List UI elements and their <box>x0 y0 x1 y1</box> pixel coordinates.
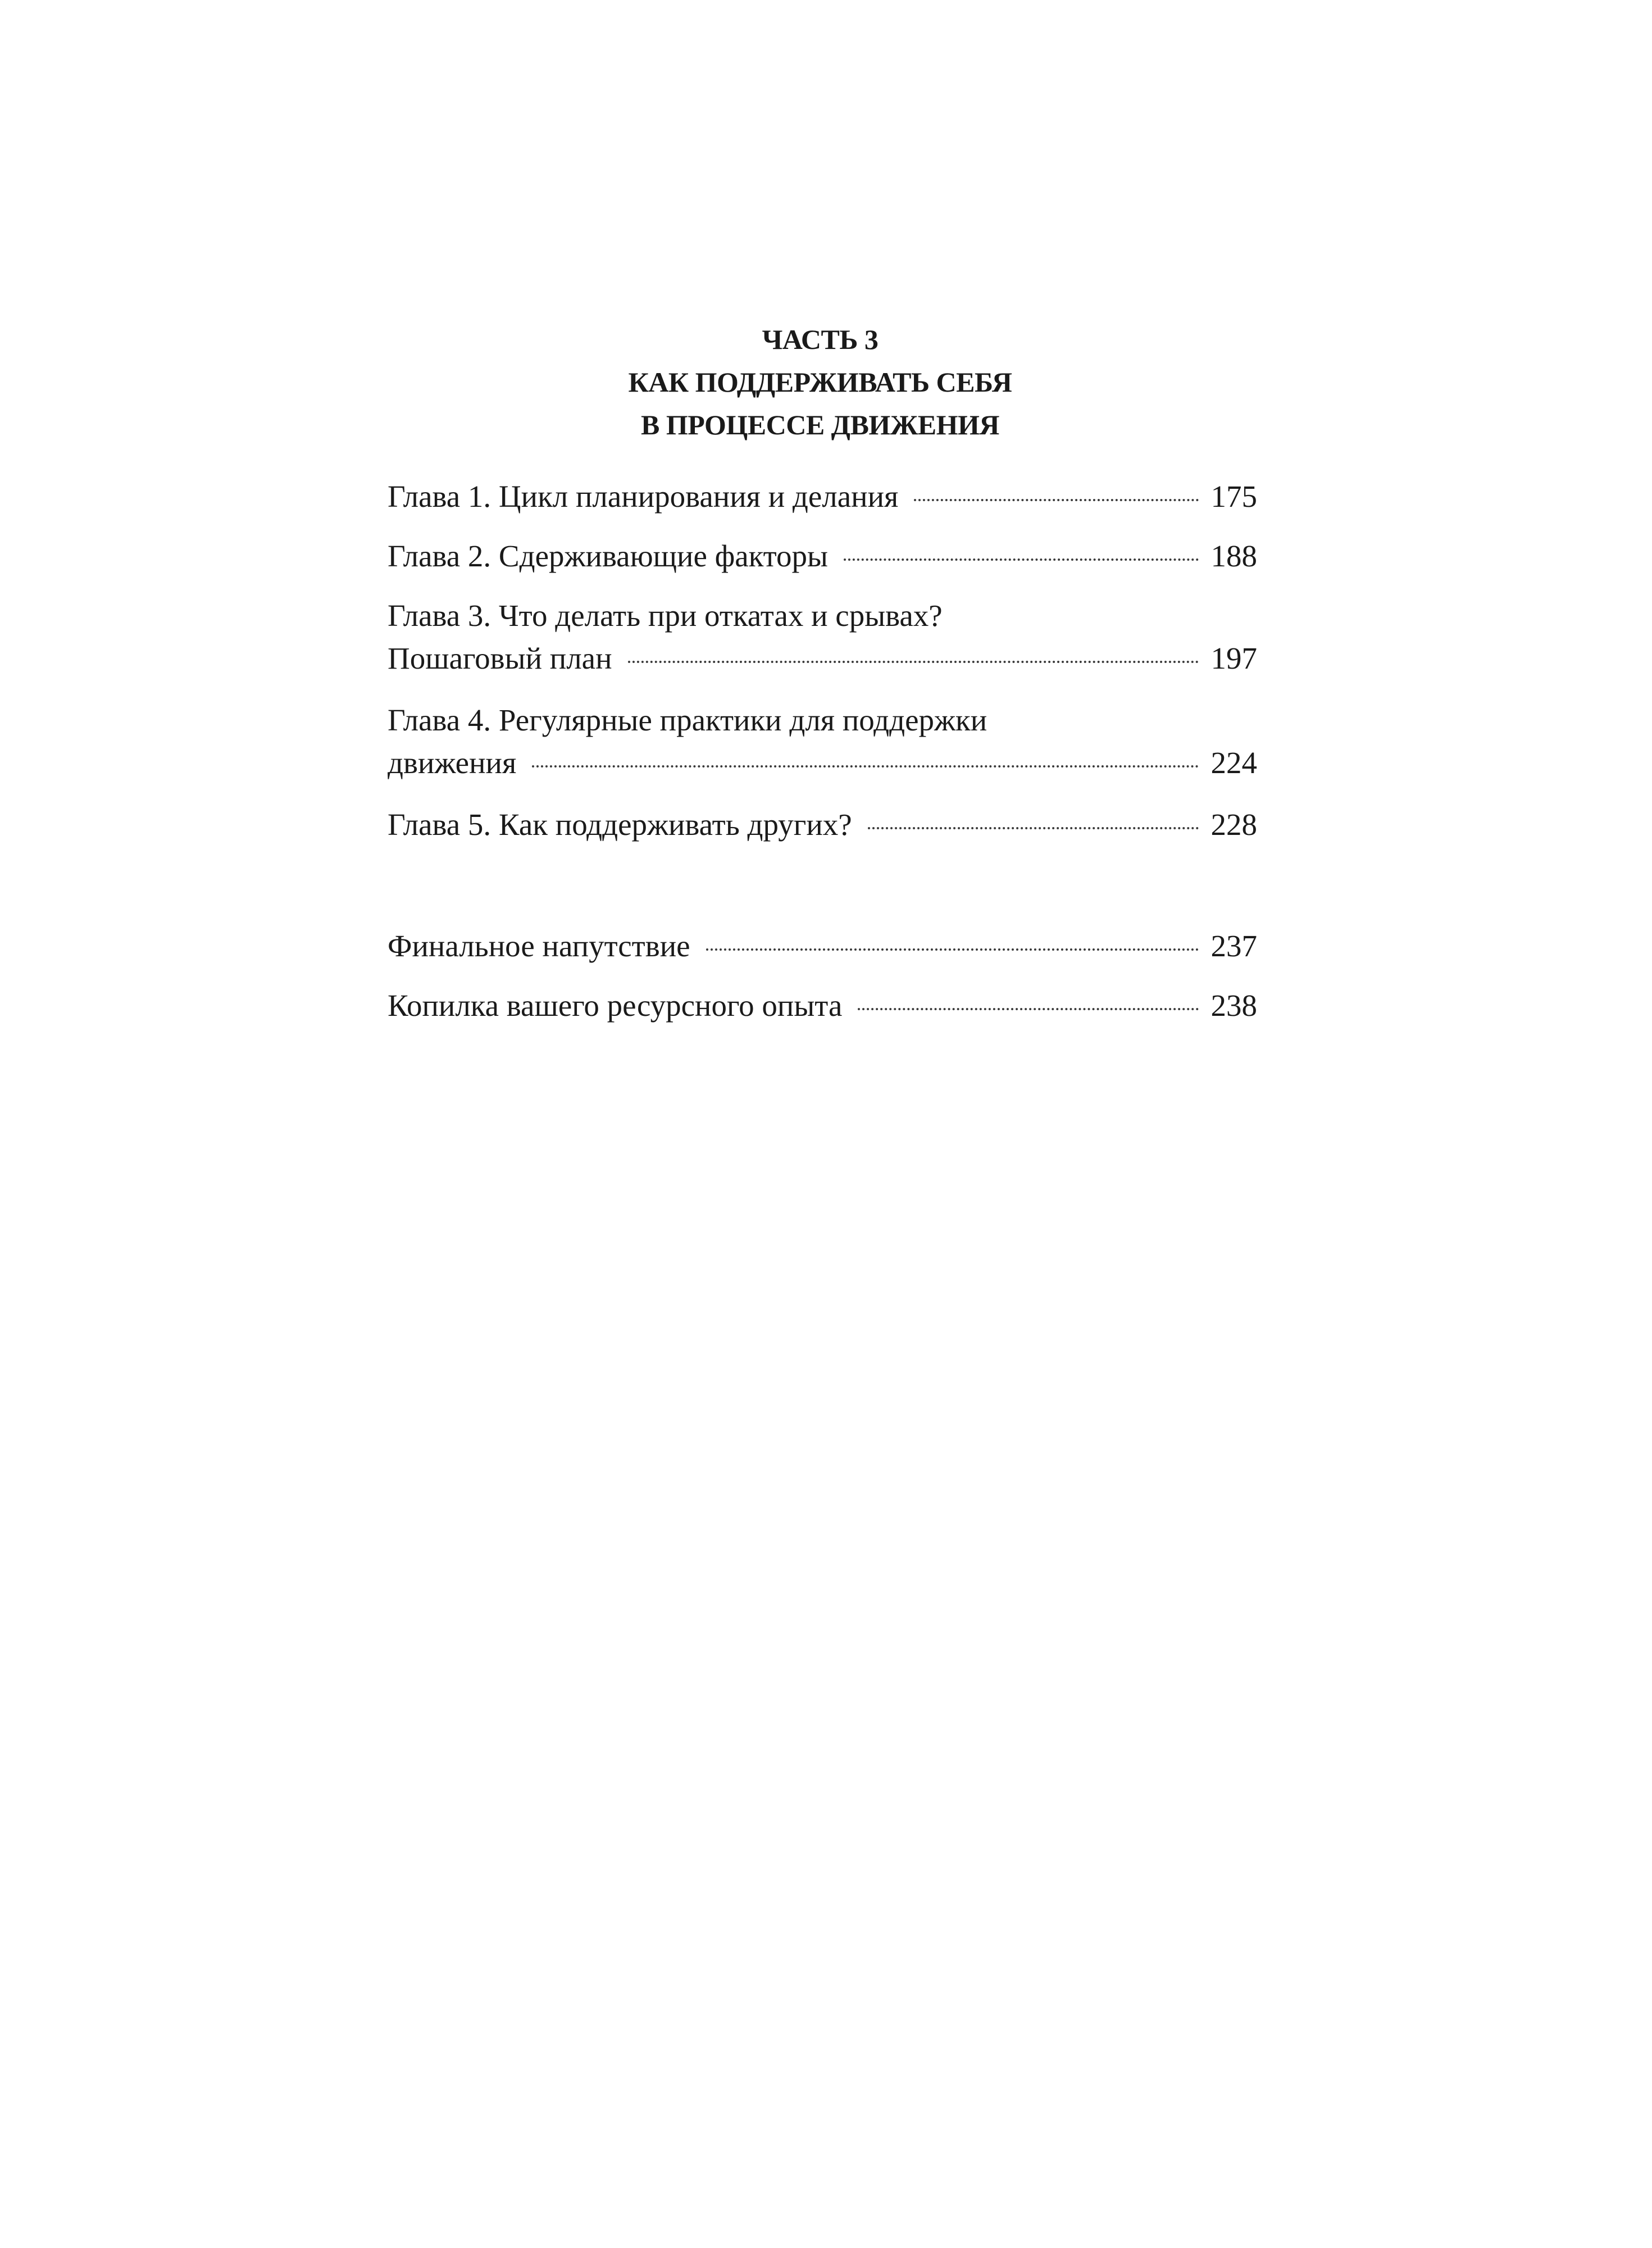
toc-entry-title: Копилка вашего ресурсного опыта <box>388 988 843 1023</box>
dot-leader <box>628 661 1199 663</box>
toc-entry-title: Глава 2. Сдерживающие факторы <box>388 539 828 573</box>
dot-leader <box>844 558 1199 561</box>
dot-leader <box>868 827 1199 829</box>
toc-entry-page: 237 <box>1210 929 1257 963</box>
toc-entry-chapter-2[interactable] <box>388 535 1257 578</box>
toc-entry-title-line-1: Глава 3. Что делать при откатах и срывах? <box>388 598 943 633</box>
toc-entry-title-line-1: Глава 4. Регулярные практики для поддержки <box>388 703 987 737</box>
toc-entry-page: 224 <box>1210 746 1257 780</box>
toc-entry-chapter-1[interactable] <box>388 475 1257 518</box>
toc-entry-page: 188 <box>1210 539 1257 573</box>
part-number: ЧАСТЬ 3 <box>762 324 879 355</box>
toc-entry-chapter-3[interactable] <box>388 594 1257 680</box>
toc-entry-page: 197 <box>1210 641 1257 675</box>
toc-entry-title: Глава 1. Цикл планирования и делания <box>388 479 899 514</box>
toc-entry-final-words[interactable] <box>388 925 1257 968</box>
part-title-line-1: КАК ПОДДЕРЖИВАТЬ СЕБЯ <box>628 366 1012 398</box>
toc-entry-title: Глава 5. Как поддерживать других? <box>388 807 852 842</box>
toc-entry-chapter-4[interactable] <box>388 699 1257 784</box>
part-heading <box>382 318 1258 446</box>
dot-leader <box>858 1008 1199 1010</box>
toc-entry-page: 238 <box>1210 988 1257 1023</box>
toc-entry-page: 175 <box>1210 479 1257 514</box>
toc-entry-title: Финальное напутствие <box>388 929 690 963</box>
toc-entry-title-line-2: движения <box>388 746 517 780</box>
toc-entry-title-line-2: Пошаговый план <box>388 641 612 675</box>
dot-leader <box>532 765 1199 768</box>
toc-entry-page: 228 <box>1210 807 1257 842</box>
dot-leader <box>706 948 1199 951</box>
dot-leader <box>914 499 1199 501</box>
toc-entry-chapter-5[interactable] <box>388 803 1257 846</box>
part-title-line-2: В ПРОЦЕССЕ ДВИЖЕНИЯ <box>640 409 999 440</box>
toc-entry-resource-bank[interactable] <box>388 984 1257 1027</box>
